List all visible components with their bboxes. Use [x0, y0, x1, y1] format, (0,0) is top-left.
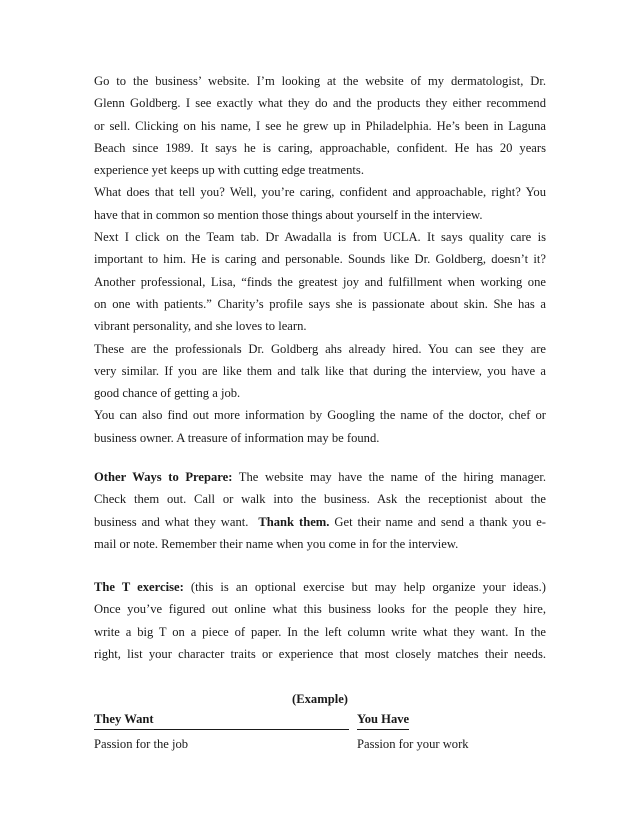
text-line: have that in common so mention those things about yourself in the interview.: [94, 207, 483, 222]
text-line: right, list your character traits or experience that most closely matches their needs.: [94, 646, 546, 661]
text-line: Check them out. Call or walk into the business. Ask the receptionist about the: [94, 492, 546, 507]
text-line: vibrant personality, and she loves to learn.: [94, 319, 307, 334]
table-cell-they-want: Passion for the job: [94, 737, 189, 751]
text-span: business and what they want.: [94, 514, 259, 529]
column-header-you-have: You Have: [357, 710, 409, 730]
example-table-header: [94, 710, 546, 732]
text-line: What does that tell you? Well, you’re caring, confident and approachable, right? You: [94, 185, 546, 200]
text-line: on one with patients.” Charity’s profile says she is passionate about skin. She has a: [94, 296, 546, 311]
text-line: mail or note. Remember their name when you come in for the interview.: [94, 536, 459, 551]
text-line: Another professional, Lisa, “finds the greatest joy and fulfillment when working one: [94, 274, 546, 289]
text-line: experience yet keeps up with cutting edge treatments.: [94, 163, 364, 178]
t-exercise-section: [94, 576, 546, 665]
text-span: The website may have the name of the hiring manager.: [232, 470, 546, 484]
column-header-they-want: They Want: [94, 710, 349, 730]
text-line: Next I click on the Team tab. Dr Awadalla is from UCLA. It says quality care is: [94, 230, 546, 245]
table-cell-you-have: Passion for your work: [357, 737, 469, 751]
text-line: important to him. He is caring and personable. Sounds like Dr. Goldberg, doesn’t it?: [94, 252, 546, 267]
intro-paragraphs: [94, 70, 546, 449]
example-table-row: [94, 733, 546, 755]
text-line: [94, 466, 546, 488]
text-line: or sell. Clicking on his name, I see he grew up in Philadelphia. He’s been in Laguna: [94, 118, 546, 133]
text-line: You can also find out more information by Googling the name of the doctor, chef or: [94, 408, 546, 423]
text-line: Beach since 1989. It says he is caring, approachable, confident. He has 20 years: [94, 140, 546, 155]
text-line: [94, 511, 546, 533]
emphasis-thank-them: Thank them.: [258, 514, 330, 529]
example-title: (Example): [292, 692, 348, 706]
text-span: (this is an optional exercise but may help organize your ideas.): [183, 580, 546, 594]
text-line: very similar. If you are like them and talk like that during the interview, you have a: [94, 363, 546, 378]
text-line: good chance of getting a job.: [94, 386, 241, 401]
text-line: business owner. A treasure of information may be found.: [94, 430, 380, 445]
text-line: Once you’ve figured out online what this business looks for the people they hire,: [94, 602, 546, 617]
text-line: Glenn Goldberg. I see exactly what they do and the products they either recommend: [94, 96, 546, 111]
section-heading-t-exercise: The T exercise:: [94, 580, 184, 594]
text-line: [94, 576, 546, 598]
other-ways-section: [94, 466, 546, 555]
section-heading-other-ways: Other Ways to Prepare:: [94, 470, 233, 484]
text-span: Get their name and send a thank you e-: [329, 514, 546, 529]
text-line: Go to the business’ website. I’m looking at the website of my dermatologist, Dr.: [94, 74, 546, 88]
text-line: write a big T on a piece of paper. In the left column write what they want. In the: [94, 624, 546, 639]
text-line: These are the professionals Dr. Goldberg ahs already hired. You can see they are: [94, 341, 546, 356]
